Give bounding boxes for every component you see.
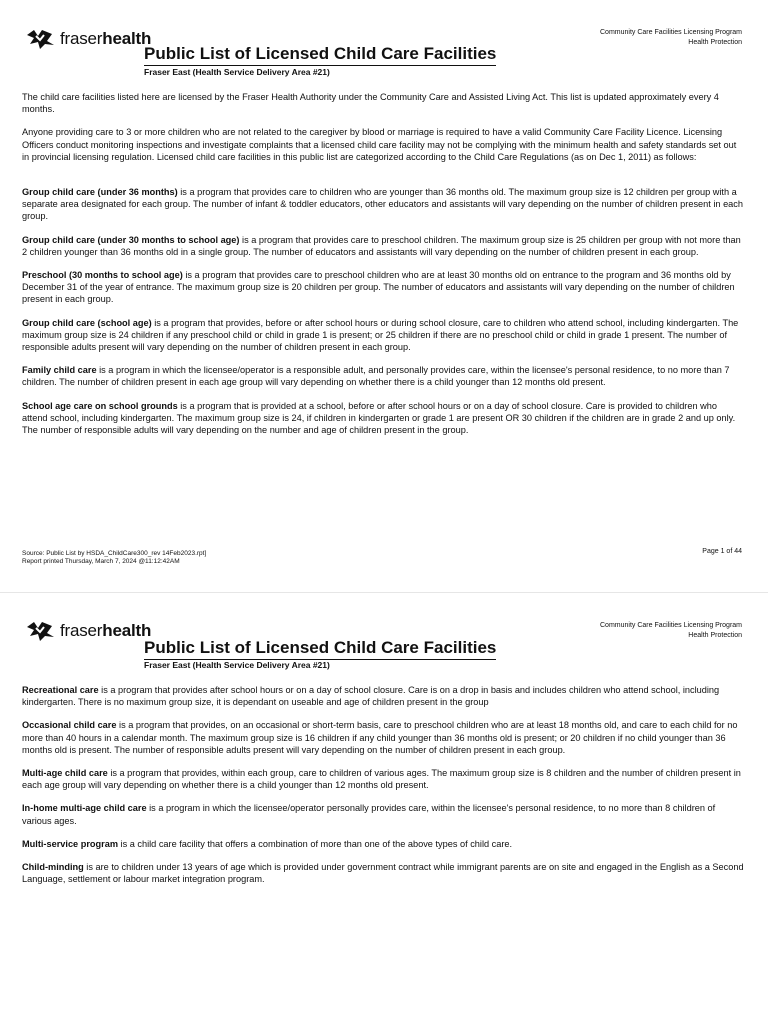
program-name: Community Care Facilities Licensing Program <box>600 622 742 629</box>
definition-paragraph: Preschool (30 months to school age) is a program that provides care to preschool children who are at least 30 months old on entrance to the program and 36 months old by December 31 of the year of entrance. The maximum group size is 20 children per group. The number of educators and assistants will vary depending on the number of children present in each group. <box>22 270 735 305</box>
definition-term: Group child care (school age) <box>22 317 152 328</box>
definition-term: Group child care (under 30 months to school age) <box>22 234 240 245</box>
fraserhealth-logo <box>25 27 151 51</box>
page-1-body <box>22 91 744 447</box>
definition-paragraph: Family child care is a program in which the licensee/operator is a responsible adult, and personally provides care, within the licensee's personal residence, to no more than 7 children. The number of children present in each age group will vary depending on whether there is a child younger than 12 months old present. <box>22 365 730 388</box>
definition-paragraph: Multi-service program is a child care facility that offers a combination of more than one of the above types of child care. <box>22 838 513 849</box>
program-department: Health Protection <box>688 632 742 639</box>
intro-paragraph: Anyone providing care to 3 or more children who are not related to the caregiver by blood or marriage is required to have a valid Community Care Facility Licence. Licensing Officers conduct monitoring inspections and investigate complaints that a licensed child care facility may not be complying with the minimum health and safety standards set out in provincial licensing regulation. Licensed child care facilities in this public list are categorized according to the Child Care Regulations (as on Dec 1, 2011) as follows: <box>22 127 737 162</box>
definition-term: Occasional child care <box>22 720 117 731</box>
intro-paragraph: The child care facilities listed here are licensed by the Fraser Health Authority under the Community Care and Assisted Living Act. This list is updated approximately every 4 months. <box>22 92 719 115</box>
report-footer <box>22 550 206 566</box>
program-department: Health Protection <box>688 39 742 46</box>
page-subtitle: Fraser East (Health Service Delivery Area #21) <box>144 67 330 77</box>
page-2 <box>0 593 768 1024</box>
definition-paragraph: Group child care (under 30 months to school age) is a program that provides care to preschool children. The maximum group size is 25 children per group with not more than 2 children younger than 36 months old in a single group. The number of educators and assistants will vary depending on the number of children present in each group. <box>22 234 741 257</box>
fraserhealth-logo-icon <box>25 27 57 51</box>
definition-term: Child-minding <box>22 862 84 873</box>
definition-term: Multi-service program <box>22 838 118 849</box>
program-header <box>600 28 742 48</box>
definition-term: School age care on school grounds <box>22 400 178 411</box>
definition-term: Recreational care <box>22 685 99 695</box>
logo-wordmark: fraserhealth <box>60 621 152 640</box>
definition-paragraph: Group child care (under 36 months) is a program that provides care to children who are younger than 36 months old. The maximum group size is 12 children per group with a separate area designated for each group. The number of infant & toddler educators, other educators and assistants will vary depending on the number of children present in each group. <box>22 187 743 222</box>
definition-paragraph: Multi-age child care is a program that provides, within each group, care to children of various ages. The maximum group size is 8 children and the number of children present in each age group will vary depending on whether there is a child younger than 12 months old present. <box>22 768 741 791</box>
definition-paragraph: Recreational care is a program that provides after school hours or on a day of school closure. Care is on a drop in basis and includes children who attend school, including kindergarten. There is no maximum group size, it is dependant on useable and age of children present in the group <box>22 685 720 708</box>
page-title: Public List of Licensed Child Care Facilities <box>144 638 496 660</box>
definition-term: In-home multi-age child care <box>22 803 147 814</box>
definition-paragraph: Child-minding is are to children under 13 years of age which is provided under government contract while immigrant parents are on site and engaged in the English as a Second Language, settlement or labour market integration program. <box>22 862 744 885</box>
program-header <box>600 621 742 641</box>
page-2-body <box>22 684 744 896</box>
logo-wordmark: fraserhealth <box>60 29 152 48</box>
definition-term: Preschool (30 months to school age) <box>22 270 183 281</box>
report-printed-date: Report printed Thursday, March 7, 2024 @11:12:42AM <box>22 558 180 565</box>
definition-paragraph: School age care on school grounds is a program that is provided at a school, before or after school hours or on a day of school closure. Care is provided to children who attend school, including kindergarten. The maximum group size is 24, if children in kindergarten or grade 1 are present OR 30 children if the children are in grade 2 and up only. The number of responsible adults will vary depending on the number and age of children present in the group. <box>22 400 736 436</box>
definition-paragraph: In-home multi-age child care is a program in which the licensee/operator personally provides care, within the licensee's personal residence, to no more than 8 children of various ages. <box>22 803 716 826</box>
definition-term: Family child care <box>22 365 97 376</box>
definition-term: Group child care (under 36 months) <box>22 187 178 198</box>
fraserhealth-logo <box>25 619 151 643</box>
page-subtitle: Fraser East (Health Service Delivery Area #21) <box>144 660 330 670</box>
page-title: Public List of Licensed Child Care Facilities <box>144 44 496 66</box>
definition-term: Multi-age child care <box>22 768 108 779</box>
fraserhealth-logo-icon <box>25 619 57 643</box>
definition-paragraph: Occasional child care is a program that provides, on an occasional or short-term basis, care to preschool children who are at least 18 months old, and care to each child for no more than 40 hours in a calendar month. The maximum group size is 16 children if any child younger than 36 months old is present; or 20 children if no child younger than 36 months old is present. The number of responsible adults present will vary depending on the number of children present in each group. <box>22 720 738 755</box>
program-name: Community Care Facilities Licensing Program <box>600 29 742 36</box>
page-number: Page 1 of 44 <box>702 548 742 555</box>
report-source: Source: Public List by HSDA_ChildCare300_rev 14Feb2023.rpt] <box>22 550 207 557</box>
definition-paragraph: Group child care (school age) is a program that provides, before or after school hours or during school closure, care to children who attend school, including kindergarten. The maximum group size is 24 children if any preschool child or child in grade 1 is present; or 25 children if there are no preschool child or child in grade 1 present. The number of responsible adults present will vary depending on the number of children present in each group. <box>22 317 739 353</box>
